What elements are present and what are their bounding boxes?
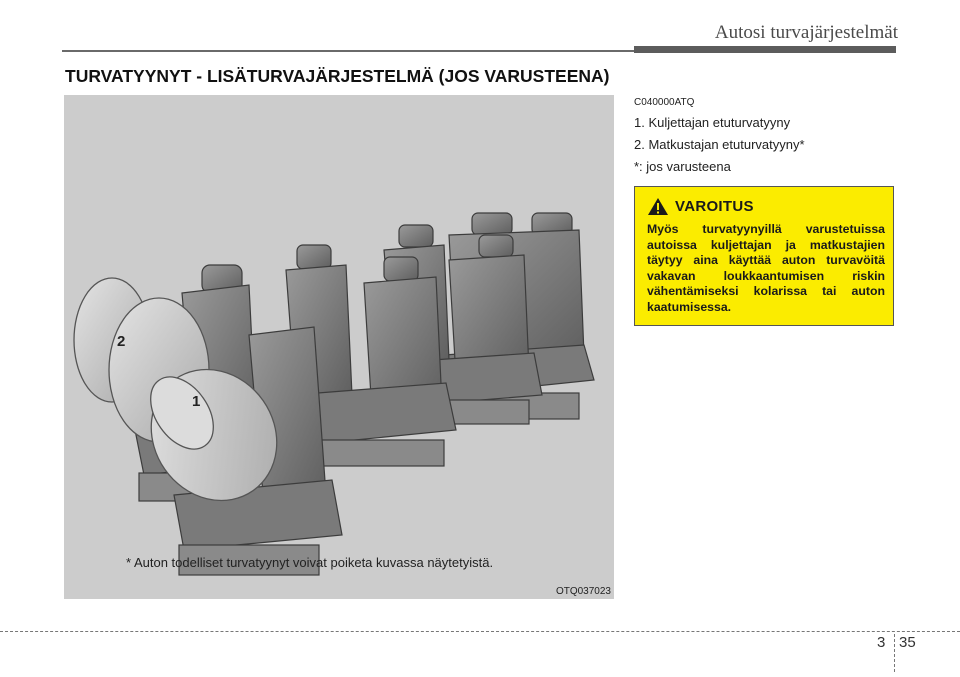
seats-illustration (64, 95, 614, 599)
header-rule (62, 50, 634, 52)
warning-title: VAROITUS (675, 198, 754, 215)
list-item: *: jos varusteena (634, 159, 731, 174)
list-item: 2. Matkustajan etuturvatyyny* (634, 137, 805, 152)
warning-text: Myös turvatyynyillä varustetuissa autoissa kuljettajan ja matkustajien täytyy aina käyttää auton turvavöitä vakavan loukkaantumisen riskin vähentämiseksi kolarissa tai auton kaatumisessa. (647, 222, 885, 314)
footer-rule (0, 631, 960, 632)
chapter-number: 3 (877, 634, 886, 651)
section-heading: TURVATYYNYT - LISÄTURVAJÄRJESTELMÄ (JOS VARUSTEENA) (65, 66, 610, 86)
airbag-figure (64, 95, 614, 599)
callout-passenger-airbag: 2 (117, 333, 126, 350)
footer-divider (894, 634, 895, 672)
warning-box (634, 186, 894, 326)
document-code: C040000ATQ (634, 97, 695, 108)
warning-triangle-icon (647, 197, 669, 216)
page-number: 35 (899, 634, 916, 651)
warning-header (647, 197, 885, 216)
list-item: 1. Kuljettajan etuturvatyyny (634, 115, 791, 130)
chapter-title: Autosi turvajärjestelmät (714, 22, 898, 43)
header-rule-accent (634, 46, 896, 53)
callout-driver-airbag: 1 (192, 393, 201, 410)
figure-caption: * Auton todelliset turvatyynyt voivat poiketa kuvassa näytetyistä. (126, 555, 494, 570)
figure-code: OTQ037023 (555, 586, 611, 597)
airbag-legend (634, 112, 805, 178)
